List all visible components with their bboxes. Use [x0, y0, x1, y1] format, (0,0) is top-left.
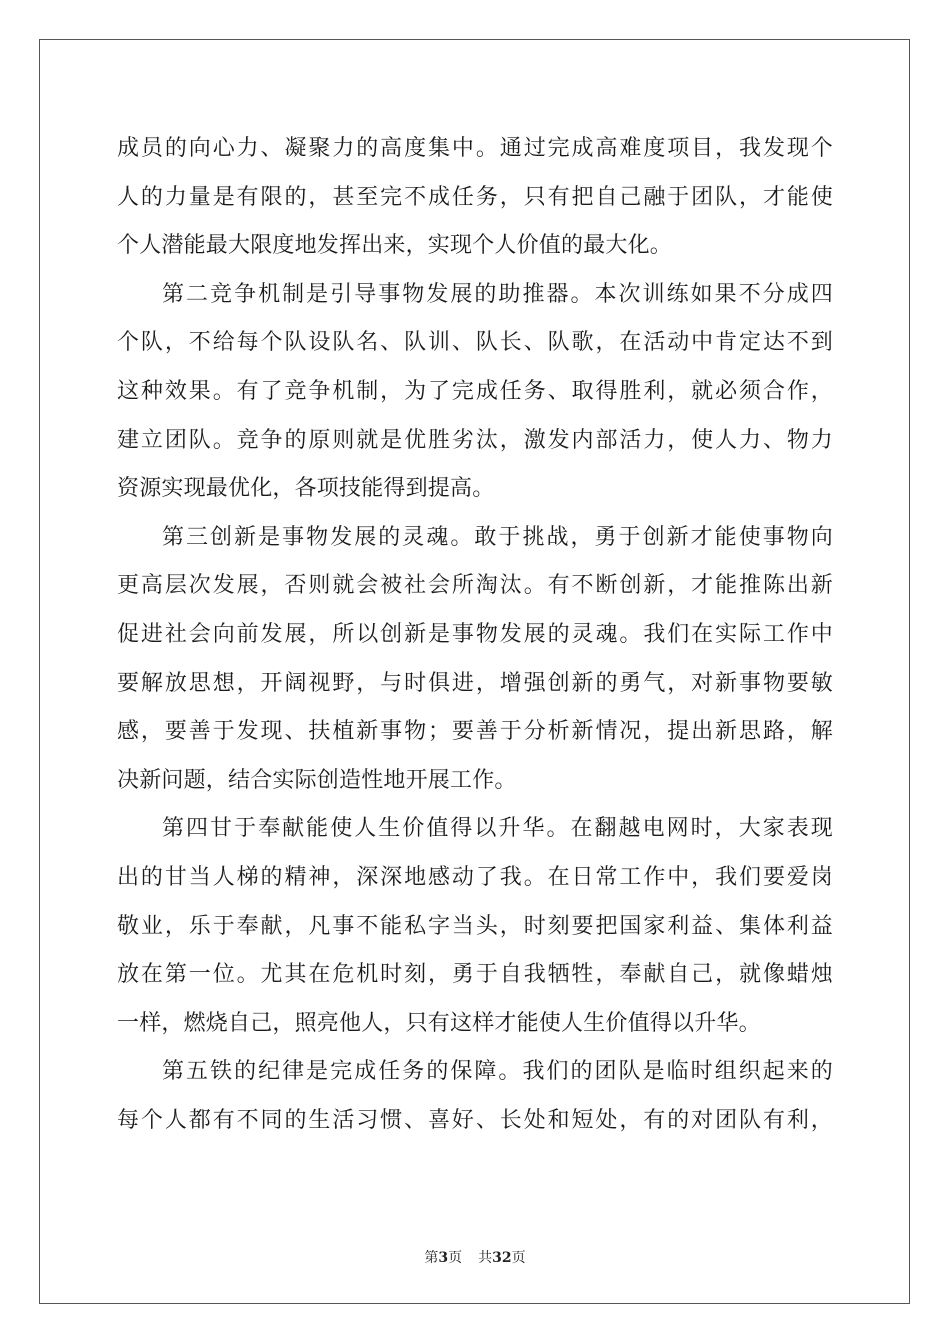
text-line: 人的力量是有限的，甚至完不成任务，只有把自己融于团队，才能使 [117, 184, 833, 210]
text-line: 资源实现最优化，各项技能得到提高。 [117, 476, 495, 502]
text-line: 第五铁的纪律是完成任务的保障。我们的团队是临时组织起来的 [162, 1059, 833, 1085]
text-line: 第三创新是事物发展的灵魂。敢于挑战，勇于创新才能使事物向 [162, 524, 833, 550]
text-line: 第二竞争机制是引导事物发展的助推器。本次训练如果不分成四 [162, 281, 833, 307]
page-footer [0, 1247, 950, 1267]
text-line: 这种效果。有了竞争机制，为了完成任务、取得胜利，就必须合作， [117, 378, 833, 404]
text-line: 第四甘于奉献能使人生价值得以升华。在翻越电网时，大家表现 [162, 816, 833, 842]
text-line: 一样，燃烧自己，照亮他人，只有这样才能使人生价值得以升华。 [117, 1010, 761, 1036]
text-line: 成员的向心力、凝聚力的高度集中。通过完成高难度项目，我发现个 [117, 136, 833, 161]
text-line: 放在第一位。尤其在危机时刻，勇于自我牺牲，奉献自己，就像蜡烛 [117, 962, 833, 988]
total-label-suffix: 页 [511, 1250, 526, 1266]
page-label-suffix: 页 [448, 1250, 463, 1266]
text-line: 出的甘当人梯的精神，深深地感动了我。在日常工作中，我们要爱岗 [117, 864, 833, 890]
text-line: 促进社会向前发展，所以创新是事物发展的灵魂。我们在实际工作中 [117, 621, 833, 647]
text-line: 更高层次发展，否则就会被社会所淘汰。有不断创新，才能推陈出新 [117, 573, 833, 599]
text-line: 个人潜能最大限度地发挥出来，实现个人价值的最大化。 [117, 233, 673, 259]
text-line: 建立团队。竞争的原则就是优胜劣汰，激发内部活力，使人力、物力 [117, 427, 833, 453]
text-line: 决新问题，结合实际创造性地开展工作。 [117, 767, 517, 793]
text-line: 个队，不给每个队设队名、队训、队长、队歌，在活动中肯定达不到 [117, 330, 833, 356]
text-line: 要解放思想，开阔视野，与时俱进，增强创新的勇气，对新事物要敏 [117, 670, 833, 696]
text-line: 感，要善于发现、扶植新事物；要善于分析新情况，提出新思路，解 [117, 719, 833, 745]
page-label-prefix: 第 [424, 1250, 439, 1266]
total-pages: 32 [492, 1250, 512, 1266]
total-label-prefix: 共 [478, 1250, 493, 1266]
page-number: 3 [438, 1250, 449, 1266]
text-line: 敬业，乐于奉献，凡事不能私字当头，时刻要把国家利益、集体利益 [117, 913, 833, 939]
text-line: 每个人都有不同的生活习惯、喜好、长处和短处，有的对团队有利， [117, 1107, 833, 1133]
document-body [117, 125, 833, 1145]
